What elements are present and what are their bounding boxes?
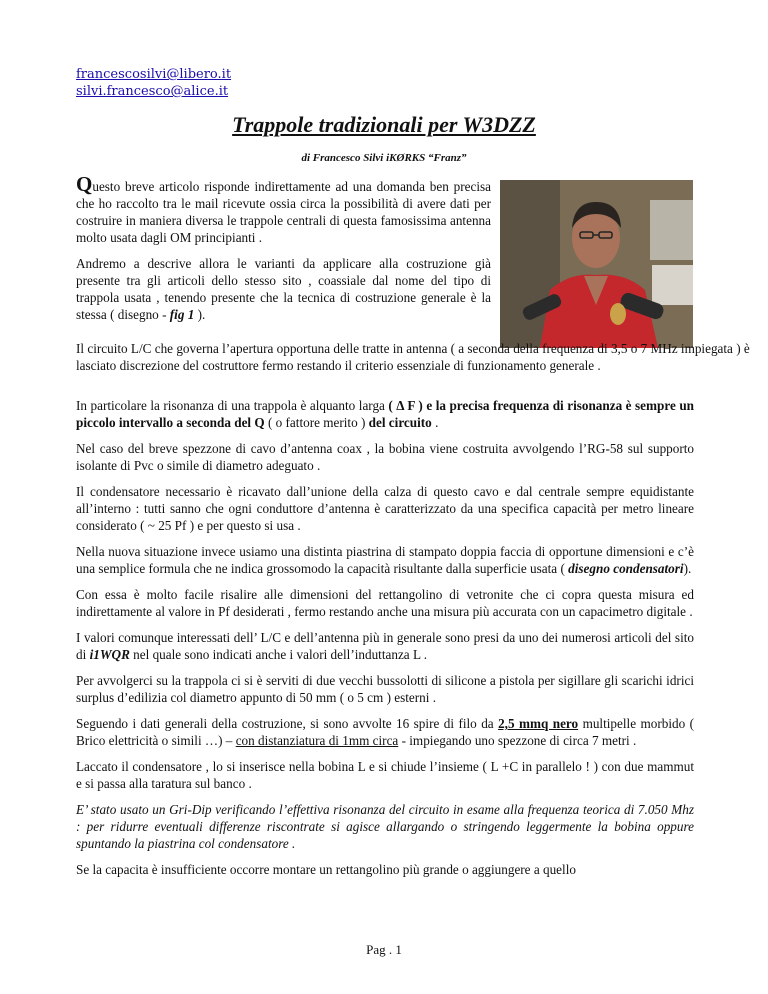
paragraph-2-text: Andremo a descrive allora le varianti da applicare alla costruzione già presente tra gli articoli dello stesso sito , coassiale dal nome del tipo di trappola usata , tenendo presente che la tecnica di costruzione generale è la stessa ( disegno - <box>76 256 491 322</box>
paragraph-4-bold: ( Δ F ) e la precisa frequenza di risonanza è sempre un piccolo intervallo a seconda del Q <box>76 398 694 430</box>
author-photo <box>500 180 693 348</box>
paragraph-1-text: uesto breve articolo risponde indirettamente ad una domanda ben precisa che ho raccolto tra le mail ricevute ossia circa la possibilità di avere dati per costruire in maniera diversa le trappole centrali di questa famosissima antenna molto usata dagli OM principianti . <box>76 179 491 245</box>
paragraph-4-c: ( o fattore merito ) <box>264 415 369 430</box>
article-title: Trappole tradizionali per W3DZZ <box>232 112 536 137</box>
paragraph-3-block <box>76 340 750 383</box>
paragraph-11-a: Seguendo i dati generali della costruzione, si sono avvolte 16 spire di filo da <box>76 716 499 731</box>
paragraph-4-e: . <box>431 415 439 430</box>
paragraph-12: Laccato il condensatore , lo si inserisce nella bobina L e si chiude l’insieme ( L +C in parallelo ! ) con due mammut e si passa alla taratura sul banco . <box>76 759 694 791</box>
paragraph-10: Per avvolgerci su la trappola ci si è serviti di due vecchi bussolotti di silicone a pistola per sigillare gli scarichi idrici surplus d’edilizia col diametro appunto di 50 mm ( o 5 cm ) esterni . <box>76 673 694 705</box>
email-links <box>76 66 231 100</box>
paragraph-9-c: nel quale sono indicati anche i valori dell’induttanza L . <box>129 647 428 662</box>
drawing-reference: disegno condensatori <box>568 561 684 576</box>
paragraph-8: Con essa è molto facile risalire alle dimensioni del rettangolino di vetronite che ci copra questa misura ed indirettamente al valore in Pf desiderati , fermo restando anche una misura più accurata con un capacimetro digitale . <box>76 587 694 619</box>
paragraph-6: Il condensatore necessario è ricavato dall’unione della calza di questo cavo e dal centrale sempre equidistante all’interno : tutti sanno che ogni conduttore d’antenna è caratterizzato da una specifica capacità per metro lineare considerato ( ~ 25 Pf ) e per questo si usa . <box>76 484 694 533</box>
wire-spec: 2,5 mmq nero <box>498 716 579 731</box>
fig-reference: fig 1 <box>169 307 195 322</box>
paragraph-5: Nel caso del breve spezzone di cavo d’antenna coax , la bobina viene costruita avvolgendo l’RG-58 sul supporto isolante di Pvc o simile di diametro adeguato . <box>76 441 694 473</box>
author-photo-image <box>500 180 693 348</box>
paragraph-11 <box>76 715 694 749</box>
paragraph-9 <box>76 629 694 663</box>
paragraph-14: Se la capacita è insufficiente occorre montare un rettangolino più grande o aggiungere a quello <box>76 862 576 877</box>
intro-column <box>76 172 491 332</box>
paragraph-2-end: ). <box>194 307 206 322</box>
paragraph-11-e: - impiegando uno spezzone di circa 7 metri . <box>398 733 637 748</box>
paragraph-11-c: multipelle morbido ( Brico elettricità o simili …) – <box>76 716 694 748</box>
spacing-spec: con distanziatura di 1mm circa <box>235 733 399 748</box>
paragraph-13: E’ stato usato un Gri-Dip verificando l’effettiva risonanza del circuito in esame alla frequenza teorica di 7.050 Mhz : per ridurre eventuali differenze riscontrate si agisce allargando o stringendo leggermente la bobina oppure spuntando la piastrina col condensatore . <box>76 802 694 851</box>
paragraph-7 <box>76 543 694 577</box>
paragraph-2 <box>76 255 491 323</box>
site-reference: i1WQR <box>89 647 130 662</box>
email-link-alice[interactable]: silvi.francesco@alice.it <box>76 84 229 99</box>
paragraph-9-a: I valori comunque interessati dell’ L/C e dell’antenna più in generale sono presi da uno dei numerosi articoli del sito di <box>76 630 694 662</box>
page-number: Pag . 1 <box>366 942 402 957</box>
paragraph-7-c: ). <box>683 561 692 576</box>
paragraph-1 <box>76 172 491 246</box>
paragraph-4 <box>76 397 694 431</box>
article-byline: di Francesco Silvi iKØRKS “Franz” <box>301 152 467 164</box>
body-column <box>76 397 694 887</box>
paragraph-4-bold-end: del circuito <box>368 415 432 430</box>
email-link-libero[interactable]: francescosilvi@libero.it <box>76 67 232 82</box>
paragraph-3: Il circuito L/C che governa l’apertura opportuna delle tratte in antenna ( a seconda della frequenza di 3,5 o 7 MHz impiegata ) è lasciato discrezione del costruttore fermo restando il criterio essenziale di funzionamento generale . <box>76 341 750 373</box>
paragraph-4-a: In particolare la risonanza di una trappola è alquanto larga <box>76 398 389 413</box>
paragraph-7-a: Nella nuova situazione invece usiamo una distinta piastrina di stampato doppia faccia di opportune dimensioni e c’è una semplice formula che ne indica grossomodo la capacità risultante dalla superficie usata ( <box>76 544 694 576</box>
drop-cap: Q <box>76 172 93 196</box>
